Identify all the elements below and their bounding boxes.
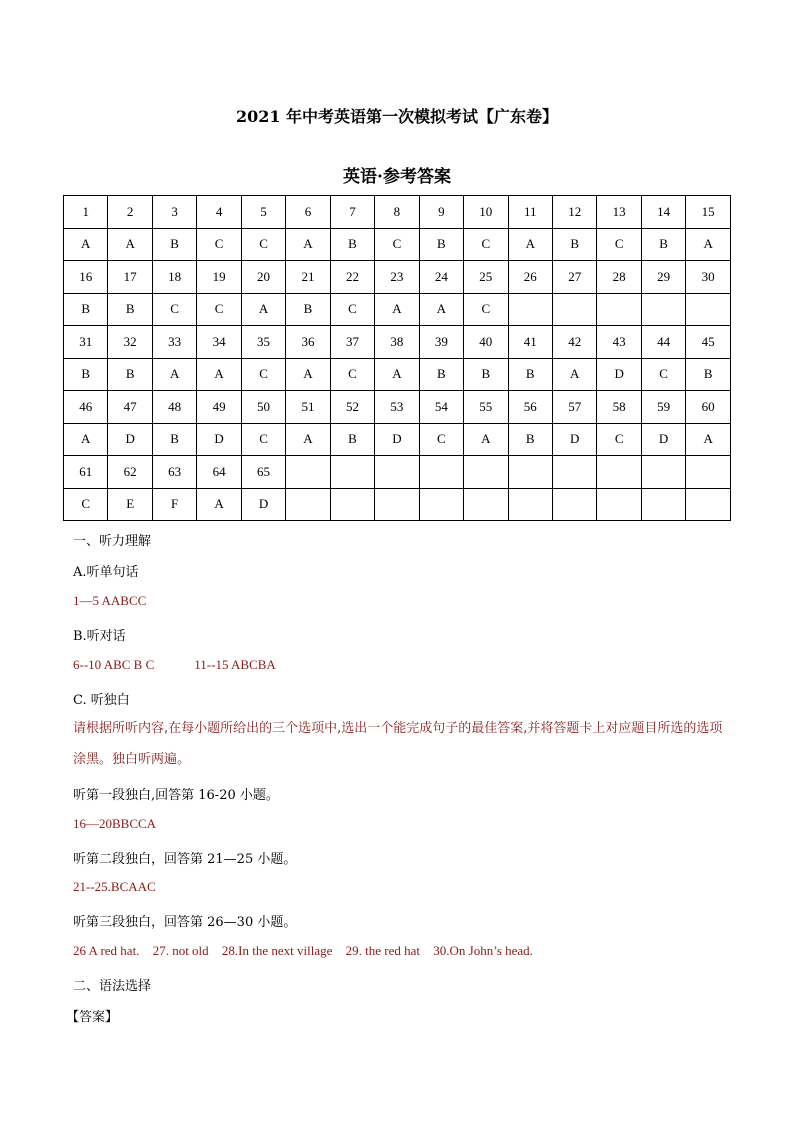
answer-cell: A	[375, 358, 419, 391]
answer-cell: B	[686, 358, 731, 391]
answer-cell: A	[64, 423, 108, 456]
partC-question-1: 听第一段独白,回答第 16-20 小题。	[73, 788, 279, 803]
answer-table	[63, 195, 731, 521]
question-number-cell: 23	[375, 261, 419, 294]
answer-cell: C	[375, 228, 419, 261]
question-number-cell: 17	[108, 261, 152, 294]
section2-answer-label: 【答案】	[66, 1010, 119, 1025]
question-number-cell: 35	[241, 326, 285, 359]
question-number-cell: 45	[686, 326, 731, 359]
question-number-row	[64, 456, 731, 489]
question-number-cell: 25	[464, 261, 508, 294]
answer-cell: D	[375, 423, 419, 456]
answer-cell: C	[597, 228, 641, 261]
answer-cell: D	[641, 423, 685, 456]
answer-29: 29. the red hat	[345, 943, 421, 958]
answer-cell: A	[508, 228, 552, 261]
answer-28: 28.In the next village	[221, 943, 333, 958]
answer-cell: A	[686, 228, 731, 261]
question-number-cell: 20	[241, 261, 285, 294]
answer-cell: C	[330, 358, 374, 391]
answer-cell: B	[552, 228, 596, 261]
question-number-cell	[552, 456, 596, 489]
answer-27: 27. not old	[152, 943, 209, 958]
question-number-cell: 34	[197, 326, 241, 359]
answer-cell: A	[197, 488, 241, 521]
answer-cell	[641, 488, 685, 521]
question-number-cell: 3	[152, 196, 196, 229]
question-number-cell: 32	[108, 326, 152, 359]
partC-question-3: 听第三段独白，回答第 26—30 小题。	[73, 915, 297, 930]
answer-row	[64, 488, 731, 521]
answer-cell: F	[152, 488, 196, 521]
question-number-cell: 31	[64, 326, 108, 359]
answer-cell: C	[419, 423, 463, 456]
question-number-cell: 27	[552, 261, 596, 294]
partC-answer-2: 21--25.BCAAC	[73, 879, 156, 894]
answer-row	[64, 358, 731, 391]
question-number-cell: 36	[286, 326, 330, 359]
question-number-cell: 9	[419, 196, 463, 229]
question-number-cell: 52	[330, 391, 374, 424]
question-number-cell: 18	[152, 261, 196, 294]
question-number-cell: 2	[108, 196, 152, 229]
answer-cell: A	[286, 228, 330, 261]
question-number-cell: 30	[686, 261, 731, 294]
section1-heading: 一、听力理解	[73, 534, 152, 549]
question-number-row	[64, 261, 731, 294]
question-number-cell: 10	[464, 196, 508, 229]
answer-cell	[552, 293, 596, 326]
question-number-cell: 22	[330, 261, 374, 294]
question-number-cell: 4	[197, 196, 241, 229]
question-number-cell	[464, 456, 508, 489]
question-number-cell: 56	[508, 391, 552, 424]
section2-heading: 二、语法选择	[73, 979, 152, 994]
answer-cell	[286, 488, 330, 521]
answer-cell: B	[108, 358, 152, 391]
question-number-cell: 44	[641, 326, 685, 359]
answer-cell: B	[508, 423, 552, 456]
answer-cell: B	[286, 293, 330, 326]
answer-cell: D	[241, 488, 285, 521]
answer-row	[64, 423, 731, 456]
question-number-cell: 46	[64, 391, 108, 424]
question-number-cell: 24	[419, 261, 463, 294]
answer-cell: D	[197, 423, 241, 456]
answer-cell: B	[419, 228, 463, 261]
question-number-cell	[641, 456, 685, 489]
question-number-cell: 43	[597, 326, 641, 359]
answer-cell	[375, 488, 419, 521]
question-number-cell	[508, 456, 552, 489]
answer-cell: A	[286, 358, 330, 391]
question-number-cell: 40	[464, 326, 508, 359]
answer-row	[64, 228, 731, 261]
answer-cell: C	[597, 423, 641, 456]
answer-cell: D	[552, 423, 596, 456]
partB-label: B.听对话	[73, 629, 126, 644]
answer-cell	[419, 488, 463, 521]
answer-cell: A	[108, 228, 152, 261]
question-number-cell: 53	[375, 391, 419, 424]
answer-cell: C	[464, 293, 508, 326]
answer-cell: A	[419, 293, 463, 326]
question-number-cell: 48	[152, 391, 196, 424]
question-number-row	[64, 391, 731, 424]
question-number-cell: 1	[64, 196, 108, 229]
partC-answer-1: 16—20BBCCA	[73, 816, 157, 831]
question-number-cell: 6	[286, 196, 330, 229]
question-number-cell: 57	[552, 391, 596, 424]
partC-question-2: 听第二段独白，回答第 21—25 小题。	[73, 852, 297, 867]
question-number-cell: 54	[419, 391, 463, 424]
page-title: 2021 年中考英语第一次模拟考试【广东卷】	[235, 107, 559, 126]
answer-cell: A	[286, 423, 330, 456]
partA-label: A.听单句话	[73, 565, 139, 580]
answer-cell: C	[241, 358, 285, 391]
question-number-cell: 26	[508, 261, 552, 294]
question-number-cell: 58	[597, 391, 641, 424]
answer-cell: E	[108, 488, 152, 521]
answer-cell: C	[152, 293, 196, 326]
question-number-cell: 7	[330, 196, 374, 229]
question-number-cell: 8	[375, 196, 419, 229]
answer-cell: C	[197, 228, 241, 261]
question-number-cell: 65	[241, 456, 285, 489]
question-number-row	[64, 326, 731, 359]
question-number-cell	[330, 456, 374, 489]
partC-label: C. 听独白	[73, 693, 130, 708]
answer-cell: B	[464, 358, 508, 391]
question-number-cell: 59	[641, 391, 685, 424]
question-number-cell	[419, 456, 463, 489]
question-number-cell: 61	[64, 456, 108, 489]
partB-answers	[73, 657, 276, 673]
question-number-cell: 37	[330, 326, 374, 359]
answer-30: 30.On John’s head.	[433, 943, 533, 958]
question-number-cell: 33	[152, 326, 196, 359]
question-number-cell: 11	[508, 196, 552, 229]
question-number-cell: 28	[597, 261, 641, 294]
question-number-cell	[686, 456, 731, 489]
answer-cell: A	[375, 293, 419, 326]
question-number-cell: 50	[241, 391, 285, 424]
answer-cell	[508, 293, 552, 326]
question-number-cell: 64	[197, 456, 241, 489]
partC-instruction: 请根据所听内容,在每小题所给出的三个选项中,选出一个能完成句子的最佳答案,并将答题卡上对应题目所选的选项涂黑。独白听两遍。	[73, 721, 723, 767]
answer-cell: A	[686, 423, 731, 456]
question-number-cell: 62	[108, 456, 152, 489]
partC-answer-3	[73, 943, 543, 959]
question-number-cell: 21	[286, 261, 330, 294]
answer-cell: C	[330, 293, 374, 326]
answer-cell	[508, 488, 552, 521]
answer-cell: D	[597, 358, 641, 391]
question-number-cell	[375, 456, 419, 489]
answer-cell: D	[108, 423, 152, 456]
question-number-cell: 38	[375, 326, 419, 359]
answer-26: 26 A red hat.	[73, 943, 140, 958]
question-number-cell: 42	[552, 326, 596, 359]
answer-cell: C	[64, 488, 108, 521]
question-number-cell	[597, 456, 641, 489]
answer-cell: B	[64, 293, 108, 326]
answer-cell: A	[64, 228, 108, 261]
question-number-cell: 51	[286, 391, 330, 424]
answer-cell: A	[241, 293, 285, 326]
question-number-cell: 13	[597, 196, 641, 229]
answer-cell: C	[641, 358, 685, 391]
answer-row	[64, 293, 731, 326]
question-number-cell: 63	[152, 456, 196, 489]
answer-cell	[330, 488, 374, 521]
answer-cell	[464, 488, 508, 521]
question-number-cell: 12	[552, 196, 596, 229]
answer-cell: B	[152, 228, 196, 261]
partB-answer-2: 11--15 ABCBA	[194, 657, 276, 672]
question-number-cell: 19	[197, 261, 241, 294]
answer-cell: A	[197, 358, 241, 391]
answer-cell: C	[197, 293, 241, 326]
partA-answer: 1—5 AABCC	[73, 593, 147, 608]
question-number-cell: 39	[419, 326, 463, 359]
question-number-cell: 5	[241, 196, 285, 229]
answer-cell: A	[152, 358, 196, 391]
page-subtitle: 英语·参考答案	[343, 167, 451, 187]
answer-cell	[641, 293, 685, 326]
answer-cell: B	[330, 228, 374, 261]
answer-cell: A	[464, 423, 508, 456]
answer-cell	[552, 488, 596, 521]
question-number-cell: 47	[108, 391, 152, 424]
question-number-cell: 15	[686, 196, 731, 229]
answer-cell: B	[64, 358, 108, 391]
answer-cell: C	[241, 423, 285, 456]
question-number-cell: 14	[641, 196, 685, 229]
question-number-cell: 16	[64, 261, 108, 294]
answer-cell	[597, 488, 641, 521]
question-number-cell: 60	[686, 391, 731, 424]
question-number-cell: 49	[197, 391, 241, 424]
answer-cell	[686, 293, 731, 326]
question-number-cell: 41	[508, 326, 552, 359]
answer-cell: B	[330, 423, 374, 456]
question-number-cell	[286, 456, 330, 489]
answer-cell	[686, 488, 731, 521]
question-number-cell: 55	[464, 391, 508, 424]
answer-cell	[597, 293, 641, 326]
answer-cell: B	[108, 293, 152, 326]
answer-cell: C	[464, 228, 508, 261]
question-number-cell: 29	[641, 261, 685, 294]
answer-cell: A	[552, 358, 596, 391]
question-number-row	[64, 196, 731, 229]
answer-cell: C	[241, 228, 285, 261]
answer-cell: B	[152, 423, 196, 456]
partB-answer-1: 6--10 ABC B C	[73, 657, 155, 672]
answer-cell: B	[419, 358, 463, 391]
answer-cell: B	[641, 228, 685, 261]
answer-cell: B	[508, 358, 552, 391]
